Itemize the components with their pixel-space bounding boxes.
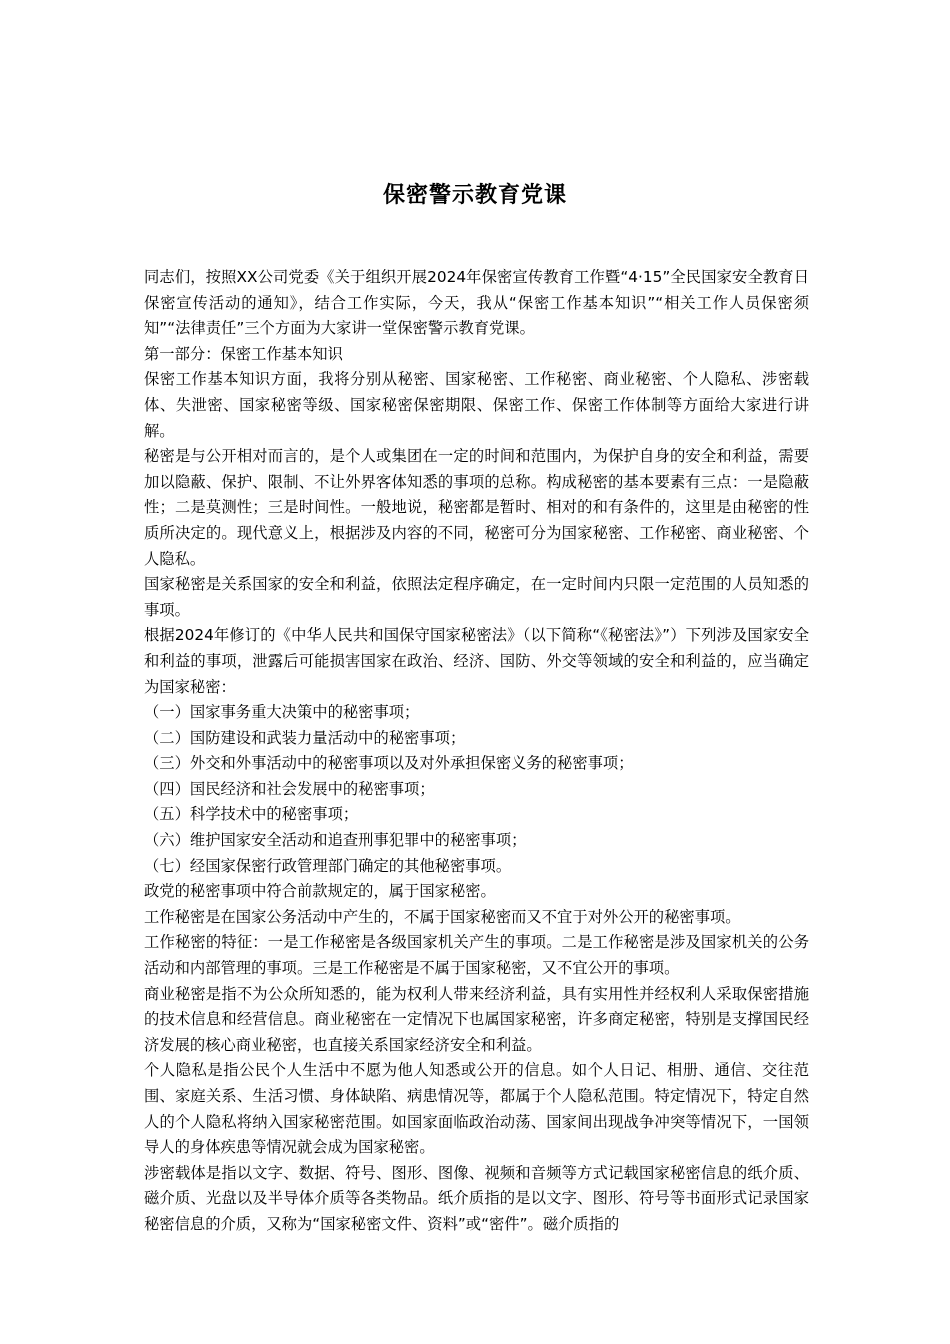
paragraph-state-secret-definition: 国家秘密是关系国家的安全和利益，依照法定程序确定，在一定时间内只限一定范围的人员知悉的事项。 [144, 575, 809, 619]
list-item: （四）国民经济和社会发展中的秘密事项； [144, 779, 435, 798]
paragraph-party-secrets: 政党的秘密事项中符合前款规定的，属于国家秘密。 [144, 882, 496, 901]
paragraph-secrecy-law: 根据2024年修订的《中华人民共和国保守国家秘密法》（以下简称“《秘密法》”）下列涉及国家安全和利益的事项，泄露后可能损害国家在政治、经济、国防、外交等领域的安全和利益的，应当确定为国家秘密： [144, 626, 809, 696]
paragraph-secret-definition: 秘密是与公开相对而言的，是个人或集团在一定的时间和范围内，为保护自身的安全和利益，需要加以隐蔽、保护、限制、不让外界客体知悉的事项的总称。构成秘密的基本要素有三点：一是隐蔽性；二是莫测性；三是时间性。一般地说，秘密都是暂时、相对的和有条件的，这里是由秘密的性质所决定的。现代意义上，根据涉及内容的不同，秘密可分为国家秘密、工作秘密、商业秘密、个人隐私。 [144, 447, 809, 568]
paragraph-overview: 保密工作基本知识方面，我将分别从秘密、国家秘密、工作秘密、商业秘密、个人隐私、涉密载体、失泄密、国家秘密等级、国家秘密保密期限、保密工作、保密工作体制等方面给大家进行讲解。 [144, 370, 809, 440]
list-item: （五）科学技术中的秘密事项； [144, 805, 359, 824]
paragraph-classified-carrier: 涉密载体是指以文字、数据、符号、图形、图像、视频和音频等方式记载国家秘密信息的纸介质、磁介质、光盘以及半导体介质等各类物品。纸介质指的是以文字、图形、符号等书面形式记录国家秘密信息的介质，又称为“国家秘密文件、资料”或“密件”。磁介质指的 [144, 1163, 809, 1233]
list-item: （三）外交和外事活动中的秘密事项以及对外承担保密义务的秘密事项； [144, 754, 634, 773]
paragraph-work-secret-features: 工作秘密的特征：一是工作秘密是各级国家机关产生的事项。二是工作秘密是涉及国家机关的公务活动和内部管理的事项。三是工作秘密是不属于国家秘密，又不宜公开的事项。 [144, 933, 809, 978]
list-item: （一）国家事务重大决策中的秘密事项； [144, 703, 420, 722]
list-item: （六）维护国家安全活动和追查刑事犯罪中的秘密事项； [144, 831, 527, 850]
page-title: 保密警示教育党课 [382, 183, 567, 208]
paragraph-personal-privacy: 个人隐私是指公民个人生活中不愿为他人知悉或公开的信息。如个人日记、相册、通信、交往范围、家庭关系、生活习惯、身体缺陷、病患情况等，都属于个人隐私范围。特定情况下，特定自然人的个人隐私将纳入国家秘密范围。如国家面临政治动荡、国家间出现战争冲突等情况下，一国领导人的身体疾患等情况就会成为国家秘密。 [144, 1061, 809, 1157]
section-heading-part-one: 第一部分：保密工作基本知识 [144, 344, 343, 363]
document-body [144, 265, 809, 1238]
paragraph-work-secret-definition: 工作秘密是在国家公务活动中产生的，不属于国家秘密而又不宜于对外公开的秘密事项。 [144, 907, 741, 926]
paragraph-commercial-secret: 商业秘密是指不为公众所知悉的，能为权利人带来经济利益，具有实用性并经权利人采取保密措施的技术信息和经营信息。商业秘密在一定情况下也属国家秘密，许多商定秘密，特别是支撑国民经济发展的核心商业秘密，也直接关系国家经济安全和利益。 [144, 984, 809, 1054]
paragraph-intro: 同志们，按照XX公司党委《关于组织开展2024年保密宣传教育工作暨“4·15”全民国家安全教育日保密宣传活动的通知》，结合工作实际，今天，我从“保密工作基本知识”“相关工作人员保密须知”“法律责任”三个方面为大家讲一堂保密警示教育党课。 [144, 268, 809, 338]
list-item: （二）国防建设和武装力量活动中的秘密事项； [144, 728, 466, 747]
list-item: （七）经国家保密行政管理部门确定的其他秘密事项。 [144, 856, 512, 875]
